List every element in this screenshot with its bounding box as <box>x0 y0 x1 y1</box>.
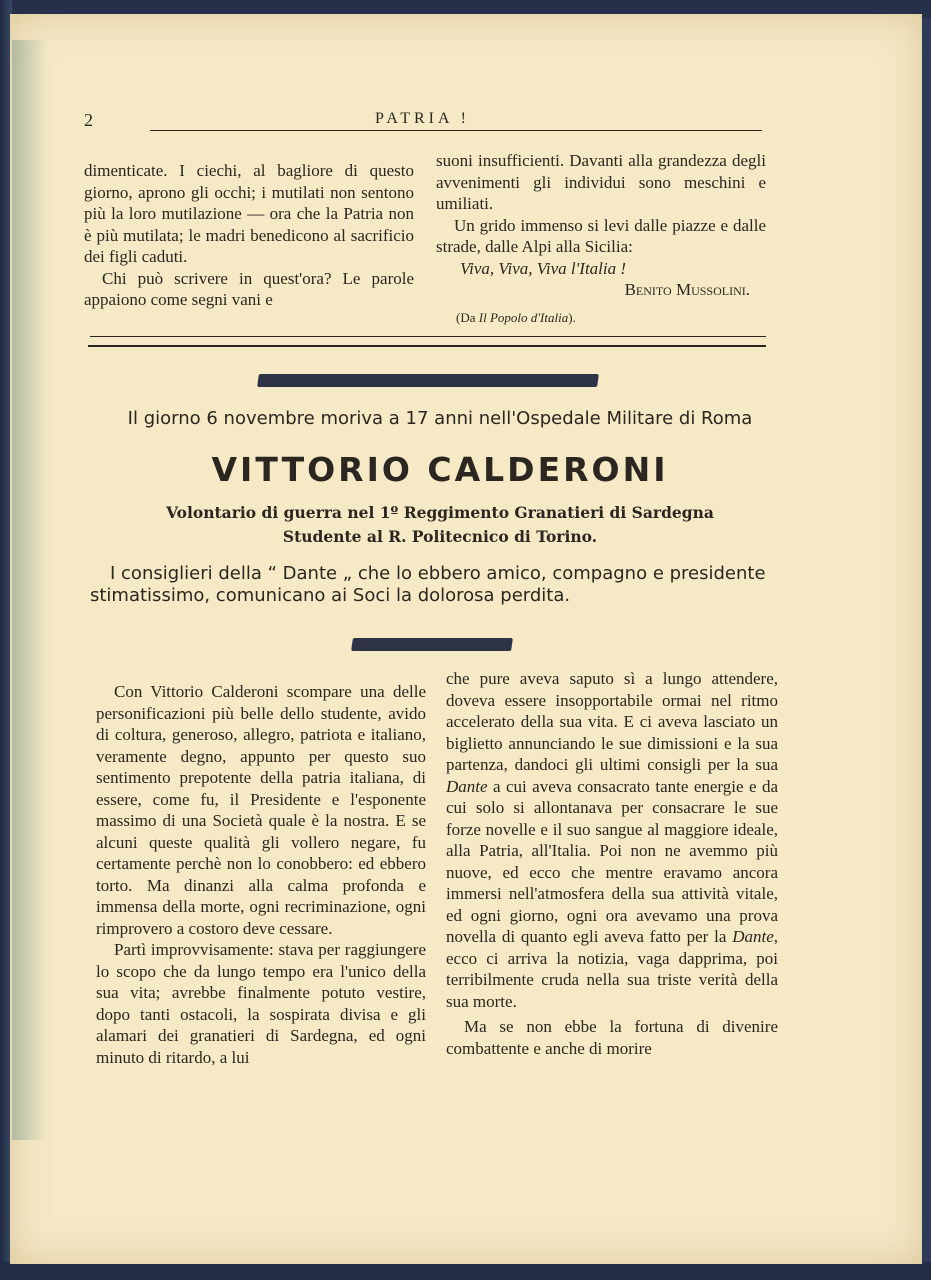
paragraph: Con Vittorio Calderoni scompare una delle personificazioni più belle dello studente, avido di coltura, generoso, allegro, patriota e italiano, veramente degno, appunto per questo suo sentimento prepotente della patria italiana, di essere, come fu, il Presidente e l'esponente massimo di una Società quale è la nostra. E se alcuni queste qualità gli vollero negare, fu certamente perchè non lo conobbero: ed ebbero torto. Ma dinanzi alla calma profonda e immensa della morte, ogni recriminazione, ogni rimprovero a costoro deve cessare. <box>96 682 426 938</box>
paragraph: Partì improvvisamente: stava per raggiungere lo scopo che da lungo tempo era l'unico della sua vita; avrebbe finalmente potuto vestire, dopo tanti ostacoli, la sospirata divisa e gli alamari dei granatieri di Sardegna, ed ogni minuto di ritardo, a lui <box>96 940 426 1067</box>
paragraph: dimenticate. I ciechi, al bagliore di questo giorno, aprono gli occhi; i mutilati non sentono più la loro mutilazione — ora che la Patria non è più mutilata; le madri benedicono al sacrificio dei figli caduti. <box>84 161 414 266</box>
decorative-bar <box>351 638 513 651</box>
header-rule <box>150 130 762 131</box>
book-binding-bottom <box>0 1262 931 1280</box>
source-prefix: (Da <box>456 309 479 325</box>
text-run-italic: Dante <box>732 927 774 946</box>
paragraph: suoni insufficienti. Davanti alla grandezza degli avvenimenti gli individui sono meschini e umiliati. <box>436 151 766 213</box>
journal-title: PATRIA ! <box>375 110 470 127</box>
source-suffix: ). <box>568 309 576 325</box>
deceased-name: VITTORIO CALDERONI <box>211 450 669 489</box>
source-title: Il Popolo d'Italia <box>478 309 569 325</box>
paragraph <box>446 668 778 1012</box>
text-run: , ecco ci arriva la notizia, vaga dapprima, poi terribilmente cruda nella sua triste verità della sua morte. <box>446 927 778 1011</box>
page-header <box>80 108 765 132</box>
article-left-column <box>96 681 426 1068</box>
paragraph: Chi può scrivere in quest'ora? Le parole appaiono come segni vani e <box>84 268 414 309</box>
paragraph: Ma se non ebbe la fortuna di divenire combattente e anche di morire <box>446 1017 778 1058</box>
top-left-column <box>84 160 414 311</box>
notice <box>90 563 780 607</box>
subtitle-line: Volontario di guerra nel 1º Reggimento Granatieri di Sardegna <box>166 503 714 522</box>
article-right-column <box>446 668 778 1059</box>
paper-stain <box>12 40 48 1140</box>
subtitle-line: Studente al R. Politecnico di Torino. <box>282 527 598 546</box>
top-right-column <box>436 150 766 328</box>
divider-rule <box>90 336 766 337</box>
announcement-line: Il giorno 6 novembre moriva a 17 anni nell'Ospedale Militare di Roma <box>127 408 753 429</box>
text-run-italic: Dante <box>446 776 488 796</box>
exclamation: Viva, Viva, Viva l'Italia ! <box>460 258 627 278</box>
paragraph: Un grido immenso si levi dalle piazze e dalle strade, dalle Alpi alla Sicilia: <box>436 215 766 256</box>
notice-text: I consiglieri della “ Dante „ che lo ebbero amico, compagno e presidente stimatissimo, comunicano ai Soci la dolorosa perdita. <box>90 563 766 606</box>
decorative-bar <box>257 374 599 387</box>
divider-rule <box>88 345 766 347</box>
source-line <box>436 307 766 329</box>
page-number: 2 <box>84 110 93 130</box>
signature: Benito Mussolini. <box>624 280 750 299</box>
text-run: a cui aveva consacrato tante energie e da cui solo si allontanava per consacrare le sue forze novelle e il suo sangue al maggiore ideale, alla Patria, all'Italia. Poi non ne avemmo più nuove, ed ecco che mentre eravamo ancora immersi nell'atmosfera della sua attività vitale, ed ogni giorno, ogni ora avevamo una prova novella di quanto egli aveva fatto per la <box>446 776 778 946</box>
text-run: che pure aveva saputo sì a lungo attendere, doveva essere insopportabile ormai nel ritmo accelerato della sua vita. E ci aveva lasciato un biglietto annunciando le sue dimissioni e la sua partenza, dandoci gli ultimi consigli per la sua <box>446 669 778 774</box>
